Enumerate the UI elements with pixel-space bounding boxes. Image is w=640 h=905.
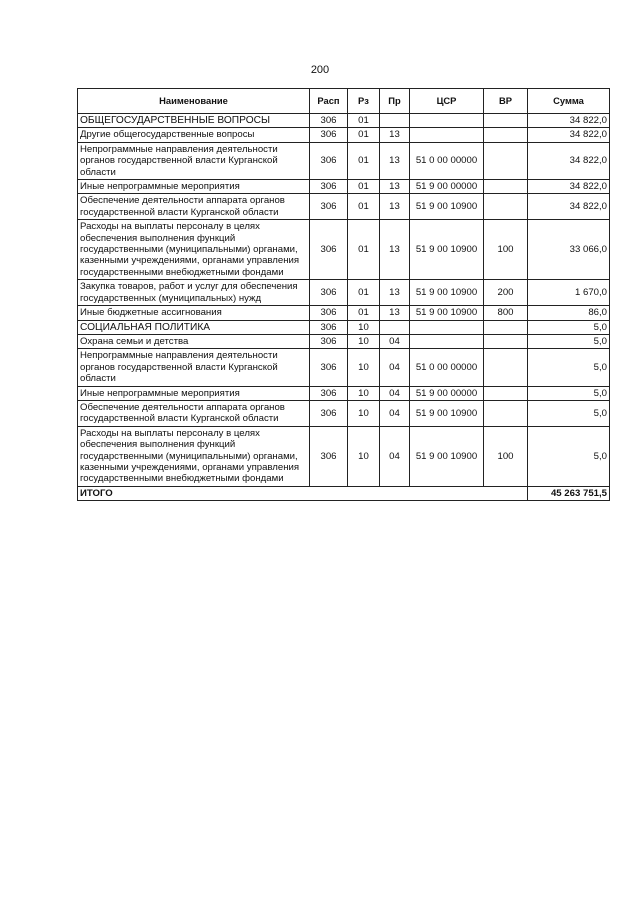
cell-name: Охрана семьи и детства xyxy=(78,334,310,348)
header-rz: Рз xyxy=(348,89,380,114)
cell-rz: 01 xyxy=(348,180,380,194)
header-name: Наименование xyxy=(78,89,310,114)
cell-name: Закупка товаров, работ и услуг для обеспечения государственных (муниципальных) нужд xyxy=(78,280,310,306)
table-row xyxy=(78,400,610,426)
cell-pr: 13 xyxy=(380,180,410,194)
cell-pr: 04 xyxy=(380,349,410,386)
cell-sum: 86,0 xyxy=(528,306,610,320)
cell-rz: 10 xyxy=(348,386,380,400)
cell-name: ОБЩЕГОСУДАРСТВЕННЫЕ ВОПРОСЫ xyxy=(78,114,310,128)
cell-csr: 51 0 00 00000 xyxy=(410,349,484,386)
cell-pr xyxy=(380,320,410,334)
cell-pr: 13 xyxy=(380,280,410,306)
cell-rz: 01 xyxy=(348,142,380,179)
cell-csr: 51 9 00 10900 xyxy=(410,426,484,486)
cell-name: Непрограммные направления деятельности органов государственной власти Курганской области xyxy=(78,142,310,179)
table-row xyxy=(78,320,610,334)
page-number: 200 xyxy=(310,64,330,76)
cell-rz: 10 xyxy=(348,334,380,348)
cell-name: СОЦИАЛЬНАЯ ПОЛИТИКА xyxy=(78,320,310,334)
total-label: ИТОГО xyxy=(78,486,528,500)
header-vr: ВР xyxy=(484,89,528,114)
cell-csr xyxy=(410,320,484,334)
cell-rasp: 306 xyxy=(310,349,348,386)
cell-sum: 34 822,0 xyxy=(528,128,610,142)
cell-pr: 04 xyxy=(380,386,410,400)
table-row xyxy=(78,180,610,194)
cell-name: Иные непрограммные мероприятия xyxy=(78,180,310,194)
cell-rasp: 306 xyxy=(310,320,348,334)
cell-rasp: 306 xyxy=(310,306,348,320)
cell-vr: 100 xyxy=(484,426,528,486)
cell-rz: 01 xyxy=(348,128,380,142)
cell-csr: 51 9 00 10900 xyxy=(410,220,484,280)
cell-pr: 13 xyxy=(380,220,410,280)
header-csr: ЦСР xyxy=(410,89,484,114)
total-row xyxy=(78,486,610,500)
cell-rasp: 306 xyxy=(310,194,348,220)
cell-rasp: 306 xyxy=(310,400,348,426)
cell-csr xyxy=(410,334,484,348)
cell-rasp: 306 xyxy=(310,280,348,306)
cell-vr xyxy=(484,400,528,426)
cell-rasp: 306 xyxy=(310,180,348,194)
cell-rz: 10 xyxy=(348,320,380,334)
cell-name: Обеспечение деятельности аппарата органов государственной власти Курганской области xyxy=(78,194,310,220)
cell-sum: 5,0 xyxy=(528,320,610,334)
cell-sum: 34 822,0 xyxy=(528,180,610,194)
cell-name: Иные непрограммные мероприятия xyxy=(78,386,310,400)
table-row xyxy=(78,194,610,220)
cell-pr: 13 xyxy=(380,128,410,142)
table-row xyxy=(78,114,610,128)
cell-pr: 04 xyxy=(380,400,410,426)
cell-pr: 13 xyxy=(380,306,410,320)
cell-name: Иные бюджетные ассигнования xyxy=(78,306,310,320)
table-row xyxy=(78,128,610,142)
cell-rasp: 306 xyxy=(310,426,348,486)
cell-csr: 51 9 00 00000 xyxy=(410,180,484,194)
table-row xyxy=(78,386,610,400)
cell-rasp: 306 xyxy=(310,114,348,128)
cell-rz: 01 xyxy=(348,194,380,220)
table-row xyxy=(78,349,610,386)
cell-rasp: 306 xyxy=(310,220,348,280)
header-pr: Пр xyxy=(380,89,410,114)
cell-sum: 5,0 xyxy=(528,349,610,386)
budget-table xyxy=(77,88,610,501)
cell-pr: 13 xyxy=(380,142,410,179)
cell-rasp: 306 xyxy=(310,386,348,400)
cell-pr: 04 xyxy=(380,334,410,348)
cell-rz: 10 xyxy=(348,349,380,386)
table-row xyxy=(78,334,610,348)
cell-sum: 5,0 xyxy=(528,426,610,486)
cell-sum: 1 670,0 xyxy=(528,280,610,306)
table-row xyxy=(78,306,610,320)
table-row xyxy=(78,142,610,179)
cell-csr xyxy=(410,128,484,142)
cell-rasp: 306 xyxy=(310,142,348,179)
cell-rz: 01 xyxy=(348,220,380,280)
cell-sum: 33 066,0 xyxy=(528,220,610,280)
cell-csr: 51 9 00 10900 xyxy=(410,280,484,306)
cell-pr: 04 xyxy=(380,426,410,486)
cell-name: Обеспечение деятельности аппарата органов государственной власти Курганской области xyxy=(78,400,310,426)
cell-rz: 01 xyxy=(348,306,380,320)
cell-vr xyxy=(484,194,528,220)
total-sum: 45 263 751,5 xyxy=(528,486,610,500)
cell-rasp: 306 xyxy=(310,128,348,142)
cell-csr: 51 9 00 10900 xyxy=(410,194,484,220)
cell-rz: 01 xyxy=(348,114,380,128)
cell-sum: 34 822,0 xyxy=(528,114,610,128)
cell-name: Расходы на выплаты персоналу в целях обеспечения выполнения функций государственными (муниципальными) органами, казенными учреждениями, органами управления государственными внебюджетными фондами xyxy=(78,220,310,280)
cell-vr: 200 xyxy=(484,280,528,306)
cell-vr xyxy=(484,180,528,194)
cell-rz: 10 xyxy=(348,400,380,426)
cell-vr xyxy=(484,334,528,348)
cell-vr: 100 xyxy=(484,220,528,280)
table-header-row xyxy=(78,89,610,114)
cell-vr: 800 xyxy=(484,306,528,320)
cell-pr: 13 xyxy=(380,194,410,220)
cell-csr: 51 9 00 10900 xyxy=(410,400,484,426)
table-row xyxy=(78,220,610,280)
cell-rz: 10 xyxy=(348,426,380,486)
cell-vr xyxy=(484,114,528,128)
cell-rasp: 306 xyxy=(310,334,348,348)
cell-rz: 01 xyxy=(348,280,380,306)
cell-vr xyxy=(484,386,528,400)
cell-name: Расходы на выплаты персоналу в целях обеспечения выполнения функций государственными (муниципальными) органами, казенными учреждениями, органами управления государственными внебюджетными фондами xyxy=(78,426,310,486)
cell-sum: 5,0 xyxy=(528,334,610,348)
cell-csr: 51 9 00 00000 xyxy=(410,386,484,400)
cell-vr xyxy=(484,128,528,142)
cell-vr xyxy=(484,142,528,179)
cell-sum: 5,0 xyxy=(528,400,610,426)
cell-vr xyxy=(484,349,528,386)
table-row xyxy=(78,280,610,306)
cell-pr xyxy=(380,114,410,128)
header-sum: Сумма xyxy=(528,89,610,114)
cell-csr: 51 0 00 00000 xyxy=(410,142,484,179)
cell-sum: 5,0 xyxy=(528,386,610,400)
cell-sum: 34 822,0 xyxy=(528,142,610,179)
cell-sum: 34 822,0 xyxy=(528,194,610,220)
cell-name: Другие общегосударственные вопросы xyxy=(78,128,310,142)
cell-csr: 51 9 00 10900 xyxy=(410,306,484,320)
header-rasp: Расп xyxy=(310,89,348,114)
cell-name: Непрограммные направления деятельности органов государственной власти Курганской области xyxy=(78,349,310,386)
cell-csr xyxy=(410,114,484,128)
table-row xyxy=(78,426,610,486)
cell-vr xyxy=(484,320,528,334)
